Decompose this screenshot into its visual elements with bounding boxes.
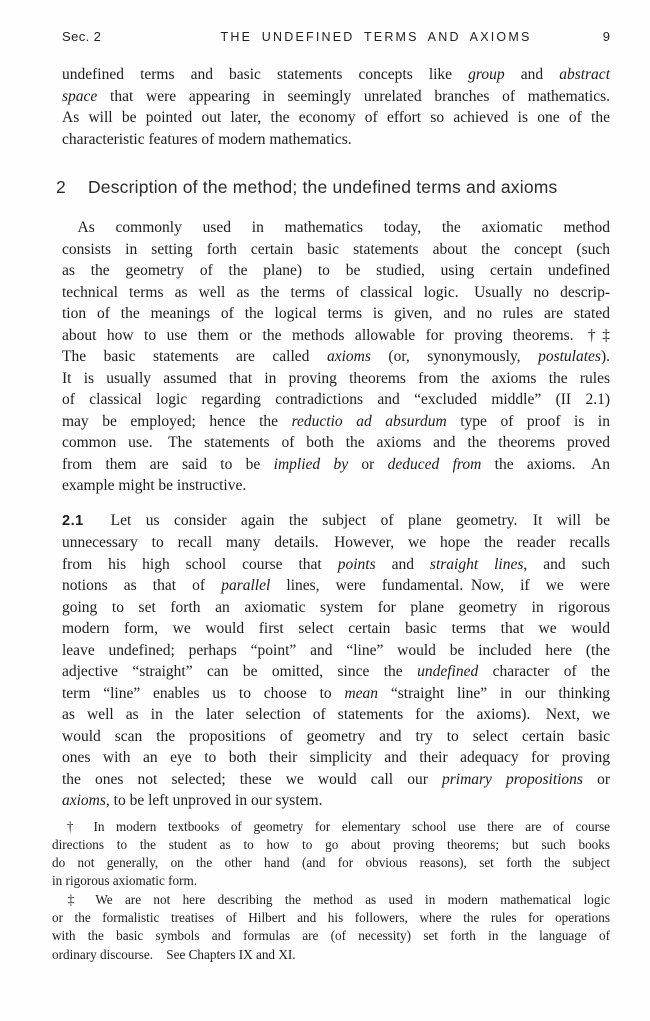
- running-title: THE UNDEFINED TERMS AND AXIOMS: [220, 30, 532, 44]
- text-line: technical terms as well as the terms of classical logic. Usually no descrip-: [62, 283, 610, 301]
- footnote-double-dagger: [52, 891, 610, 964]
- text-line: from his high school course that points and straight lines, and such: [62, 555, 610, 573]
- page-number: 9: [602, 29, 610, 44]
- text-line: ordinary discourse. See Chapters IX and XI.: [52, 946, 296, 962]
- text-line: notions as that of parallel lines, were fundamental. Now, if we were: [62, 577, 610, 594]
- text-line: The basic statements are called axioms (or, synonymously, postulates).: [62, 348, 611, 365]
- section-number: 2: [56, 177, 66, 197]
- section-heading: [56, 177, 610, 198]
- text-line: with the basic symbols and formulas are (of necessity) set forth in the language of: [52, 928, 610, 944]
- paragraph-2-1: [62, 510, 610, 812]
- section-title: Description of the method; the undefined terms and axioms: [87, 177, 558, 197]
- text-line: of classical logic regarding contradictions and “excluded middle” (II 2.1): [62, 391, 610, 408]
- text-line: axioms, to be left unproved in our system.: [62, 792, 323, 809]
- paragraph-number: 2.1: [62, 512, 84, 529]
- paragraph-method: [62, 217, 610, 497]
- text-line: term “line” enables us to choose to mean “straight line” in our thinking: [62, 684, 610, 702]
- footnote-dagger: [52, 818, 610, 891]
- text-line: unnecessary to recall many details. However, we hope the reader recalls: [62, 534, 610, 551]
- text-line: adjective “straight” can be omitted, since the undefined character of the: [62, 663, 610, 680]
- text-line: characteristic features of modern mathematics.: [62, 130, 352, 148]
- text-line: space that were appearing in seemingly unrelated branches of mathematics.: [62, 87, 610, 105]
- text-line: As commonly used in mathematics today, the axiomatic method: [62, 219, 610, 236]
- text-line: from them are said to be implied by or deduced from the axioms. An: [62, 455, 611, 473]
- text-line: do not generally, on the other hand (and for obvious reasons), set forth the subject: [52, 855, 610, 871]
- page-header: [62, 29, 610, 45]
- text-line: would scan the propositions of geometry and try to select certain basic: [62, 727, 610, 745]
- text-line: ‡ We are not here describing the method as used in modern mathematical logic: [52, 891, 610, 907]
- text-line: consists in setting forth certain basic statements about the concept (such: [62, 240, 610, 258]
- text-line: about how to use them or the methods allowable for proving theorems. †‡: [62, 326, 610, 344]
- intro-paragraph: [62, 64, 610, 150]
- text-line: † In modern textbooks of geometry for elementary school use there are of course: [52, 818, 610, 834]
- text-line: 2.1 Let us consider again the subject of plane geometry. It will be: [62, 511, 610, 529]
- text-line: It is usually assumed that in proving theorems from the axioms the rules: [62, 369, 610, 387]
- text-line: going to set forth an axiomatic system for plane geometry in rigorous: [62, 598, 610, 616]
- text-line: example might be instructive.: [62, 477, 247, 494]
- text-line: in rigorous axiomatic form.: [52, 873, 198, 889]
- text-line: As will be pointed out later, the economy of effort so achieved is one of the: [62, 109, 610, 126]
- text-line: common use. The statements of both the axioms and the theorems proved: [62, 434, 610, 451]
- text-line: may be employed; hence the reductio ad absurdum type of proof is in: [62, 412, 610, 430]
- text-line: ones with an eye to both their simplicity and their adequacy for proving: [62, 749, 610, 766]
- text-line: leave undefined; perhaps “point” and “line” would be included here (the: [62, 641, 610, 659]
- text-line: as the geometry of the plane) to be studied, using certain undefined: [62, 262, 610, 279]
- text-line: modern form, we would first select certain basic terms that we would: [62, 620, 610, 637]
- text-line: tion of the meanings of the logical terms is given, and no rules are stated: [62, 305, 610, 322]
- text-line: undefined terms and basic statements concepts like group and abstract: [62, 66, 610, 83]
- text-line: directions to the student as to how to go about proving theorems; but such books: [52, 836, 610, 852]
- footnotes: [52, 818, 610, 964]
- text-line: the ones not selected; these we would call our primary propositions or: [62, 770, 610, 788]
- text-line: as well as in the later selection of statements for the axioms). Next, we: [62, 706, 610, 723]
- text-line: or the formalistic treatises of Hilbert and his followers, where the rules for operations: [52, 909, 610, 925]
- section-label: Sec. 2: [62, 29, 102, 44]
